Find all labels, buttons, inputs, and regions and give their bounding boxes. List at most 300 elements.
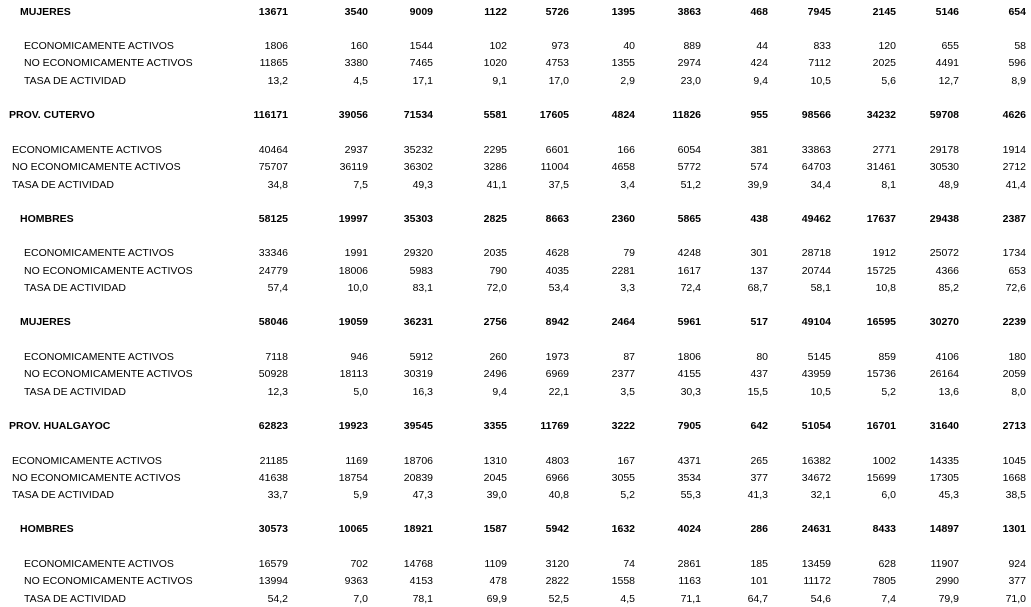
table-cell: 79,9	[938, 593, 959, 605]
table-cell: 15725	[866, 265, 896, 277]
table-cell: 574	[750, 161, 768, 173]
table-cell: 28718	[801, 247, 831, 259]
table-cell: 5,6	[881, 75, 896, 87]
table-cell: 478	[489, 575, 507, 587]
table-cell: 2035	[483, 247, 507, 259]
table-cell: 17,1	[412, 75, 433, 87]
table-cell: 4658	[611, 161, 635, 173]
table-cell: 51,2	[680, 179, 701, 191]
table-cell: 40	[623, 40, 635, 52]
table-cell: 69,9	[486, 593, 507, 605]
table-cell: 1020	[483, 57, 507, 69]
table-cell: 7465	[409, 57, 433, 69]
table-cell: 87	[623, 351, 635, 363]
table-cell: 71,0	[1005, 593, 1026, 605]
row-label: PROV. HUALGAYOC	[9, 420, 111, 432]
table-cell: 16,3	[412, 386, 433, 398]
table-cell: 4153	[409, 575, 433, 587]
table-cell: 10,0	[347, 282, 368, 294]
table-cell: 468	[750, 6, 768, 18]
table-cell: 1002	[872, 455, 896, 467]
table-cell: 40,8	[548, 489, 569, 501]
table-cell: 2059	[1002, 368, 1026, 380]
table-cell: 72,6	[1005, 282, 1026, 294]
table-cell: 4626	[1002, 109, 1026, 121]
table-cell: 3863	[677, 6, 701, 18]
table-cell: 35232	[403, 144, 433, 156]
table-row	[0, 39, 1031, 53]
table-cell: 36302	[403, 161, 433, 173]
row-label: TASA DE ACTIVIDAD	[24, 75, 126, 87]
table-cell: 377	[1008, 575, 1026, 587]
table-cell: 98566	[801, 109, 831, 121]
table-cell: 18706	[403, 455, 433, 467]
table-cell: 2464	[611, 316, 635, 328]
row-label: PROV. CUTERVO	[9, 109, 95, 121]
table-row	[0, 557, 1031, 571]
table-cell: 3120	[545, 558, 569, 570]
table-row	[0, 56, 1031, 70]
table-cell: 24779	[258, 265, 288, 277]
table-cell: 41638	[258, 472, 288, 484]
table-cell: 58125	[258, 213, 288, 225]
table-cell: 39,9	[747, 179, 768, 191]
table-cell: 14768	[403, 558, 433, 570]
table-cell: 596	[1008, 57, 1026, 69]
table-cell: 517	[750, 316, 768, 328]
table-cell: 5145	[807, 351, 831, 363]
table-cell: 5,9	[353, 489, 368, 501]
table-cell: 381	[750, 144, 768, 156]
table-cell: 40464	[258, 144, 288, 156]
table-cell: 58	[1014, 40, 1026, 52]
table-cell: 34232	[866, 109, 896, 121]
table-cell: 22,1	[548, 386, 569, 398]
table-cell: 39,0	[486, 489, 507, 501]
table-cell: 6,0	[881, 489, 896, 501]
table-cell: 4491	[935, 57, 959, 69]
table-cell: 6054	[677, 144, 701, 156]
table-cell: 54,2	[267, 593, 288, 605]
table-cell: 9,1	[492, 75, 507, 87]
table-row	[0, 143, 1031, 157]
table-row	[0, 574, 1031, 588]
table-cell: 889	[683, 40, 701, 52]
table-cell: 5983	[409, 265, 433, 277]
table-cell: 71534	[403, 109, 433, 121]
table-cell: 2822	[545, 575, 569, 587]
table-cell: 5,2	[881, 386, 896, 398]
table-cell: 8,1	[881, 179, 896, 191]
table-cell: 4106	[935, 351, 959, 363]
table-cell: 1301	[1002, 523, 1026, 535]
table-cell: 260	[489, 351, 507, 363]
table-cell: 8433	[872, 523, 896, 535]
table-cell: 286	[750, 523, 768, 535]
table-cell: 265	[750, 455, 768, 467]
table-cell: 5,2	[620, 489, 635, 501]
table-cell: 2281	[611, 265, 635, 277]
table-cell: 17,0	[548, 75, 569, 87]
table-cell: 85,2	[938, 282, 959, 294]
row-label: NO ECONOMICAMENTE ACTIVOS	[24, 368, 193, 380]
table-cell: 4371	[677, 455, 701, 467]
table-cell: 19059	[338, 316, 368, 328]
table-cell: 1617	[677, 265, 701, 277]
table-cell: 3222	[611, 420, 635, 432]
table-cell: 4155	[677, 368, 701, 380]
table-cell: 137	[750, 265, 768, 277]
table-cell: 12,7	[938, 75, 959, 87]
table-cell: 11769	[540, 420, 569, 432]
table-cell: 75707	[258, 161, 288, 173]
table-cell: 1734	[1002, 247, 1026, 259]
table-cell: 17605	[539, 109, 569, 121]
table-cell: 166	[617, 144, 635, 156]
table-cell: 11907	[930, 558, 959, 570]
table-cell: 5961	[677, 316, 701, 328]
table-cell: 301	[750, 247, 768, 259]
table-cell: 62823	[258, 420, 288, 432]
row-label: NO ECONOMICAMENTE ACTIVOS	[24, 265, 193, 277]
table-cell: 16382	[801, 455, 831, 467]
table-cell: 7,0	[353, 593, 368, 605]
table-cell: 4248	[677, 247, 701, 259]
table-row	[0, 350, 1031, 364]
table-row	[0, 488, 1031, 502]
table-cell: 13671	[258, 6, 288, 18]
table-cell: 59708	[929, 109, 959, 121]
table-cell: 11172	[803, 575, 831, 587]
table-cell: 655	[941, 40, 959, 52]
table-cell: 33,7	[267, 489, 288, 501]
table-cell: 5581	[483, 109, 507, 121]
table-row	[0, 264, 1031, 278]
table-cell: 39545	[403, 420, 433, 432]
table-cell: 4,5	[353, 75, 368, 87]
table-cell: 2712	[1002, 161, 1026, 173]
table-cell: 5772	[677, 161, 701, 173]
table-cell: 79	[623, 247, 635, 259]
table-cell: 3,4	[620, 179, 635, 191]
table-cell: 7,4	[881, 593, 896, 605]
table-cell: 33346	[258, 247, 288, 259]
table-cell: 15736	[866, 368, 896, 380]
table-cell: 50928	[258, 368, 288, 380]
table-cell: 19997	[338, 213, 368, 225]
table-cell: 47,3	[412, 489, 433, 501]
table-cell: 1912	[872, 247, 896, 259]
row-label: HOMBRES	[20, 523, 74, 535]
table-cell: 1163	[678, 575, 701, 587]
table-row	[0, 160, 1031, 174]
table-cell: 30,3	[680, 386, 701, 398]
table-cell: 15,5	[747, 386, 768, 398]
table-cell: 72,4	[680, 282, 701, 294]
table-cell: 54,6	[810, 593, 831, 605]
table-cell: 10065	[338, 523, 368, 535]
table-row	[0, 522, 1031, 536]
table-cell: 924	[1008, 558, 1026, 570]
table-cell: 4753	[545, 57, 569, 69]
table-cell: 10,8	[875, 282, 896, 294]
row-label: NO ECONOMICAMENTE ACTIVOS	[12, 161, 181, 173]
table-cell: 102	[489, 40, 507, 52]
table-cell: 7,5	[353, 179, 368, 191]
row-label: TASA DE ACTIVIDAD	[24, 593, 126, 605]
table-cell: 55,3	[680, 489, 701, 501]
table-cell: 13,2	[267, 75, 288, 87]
table-cell: 2990	[935, 575, 959, 587]
table-cell: 25072	[929, 247, 959, 259]
table-cell: 53,4	[548, 282, 569, 294]
table-row	[0, 108, 1031, 122]
table-cell: 2045	[483, 472, 507, 484]
table-cell: 35303	[403, 213, 433, 225]
row-label: NO ECONOMICAMENTE ACTIVOS	[12, 472, 181, 484]
table-cell: 23,0	[680, 75, 701, 87]
row-label: TASA DE ACTIVIDAD	[24, 386, 126, 398]
table-cell: 34672	[801, 472, 831, 484]
table-cell: 1109	[484, 558, 507, 570]
row-label: TASA DE ACTIVIDAD	[24, 282, 126, 294]
table-cell: 653	[1008, 265, 1026, 277]
table-cell: 49,3	[412, 179, 433, 191]
table-cell: 3055	[611, 472, 635, 484]
table-cell: 51054	[801, 420, 831, 432]
table-cell: 946	[350, 351, 368, 363]
table-cell: 973	[551, 40, 569, 52]
table-row	[0, 178, 1031, 192]
table-cell: 1632	[611, 523, 635, 535]
table-cell: 790	[489, 265, 507, 277]
table-cell: 18113	[339, 368, 368, 380]
table-cell: 377	[750, 472, 768, 484]
table-cell: 702	[350, 558, 368, 570]
table-cell: 39056	[338, 109, 368, 121]
table-cell: 1668	[1002, 472, 1026, 484]
table-cell: 2377	[611, 368, 635, 380]
table-cell: 1587	[483, 523, 507, 535]
table-cell: 8663	[545, 213, 569, 225]
table-cell: 1395	[611, 6, 635, 18]
table-cell: 29320	[403, 247, 433, 259]
row-label: NO ECONOMICAMENTE ACTIVOS	[24, 575, 193, 587]
table-cell: 1806	[264, 40, 288, 52]
table-cell: 2360	[611, 213, 635, 225]
table-cell: 2713	[1002, 420, 1026, 432]
table-cell: 34,8	[267, 179, 288, 191]
table-row	[0, 592, 1031, 606]
row-label: TASA DE ACTIVIDAD	[12, 489, 114, 501]
table-cell: 49462	[801, 213, 831, 225]
table-cell: 15699	[866, 472, 896, 484]
row-label: MUJERES	[20, 316, 71, 328]
table-cell: 32,1	[810, 489, 831, 501]
table-cell: 437	[750, 368, 768, 380]
table-cell: 37,5	[548, 179, 569, 191]
table-cell: 71,1	[680, 593, 701, 605]
table-cell: 30573	[258, 523, 288, 535]
table-cell: 10,5	[810, 75, 831, 87]
table-cell: 20744	[801, 265, 831, 277]
table-cell: 17637	[866, 213, 896, 225]
table-cell: 36231	[403, 316, 433, 328]
table-cell: 5,0	[353, 386, 368, 398]
table-cell: 57,4	[267, 282, 288, 294]
table-cell: 5726	[545, 6, 569, 18]
table-cell: 17305	[929, 472, 959, 484]
table-cell: 628	[878, 558, 896, 570]
row-label: HOMBRES	[20, 213, 74, 225]
table-cell: 72,0	[486, 282, 507, 294]
table-cell: 9,4	[753, 75, 768, 87]
table-cell: 14335	[929, 455, 959, 467]
row-label: ECONOMICAMENTE ACTIVOS	[24, 351, 174, 363]
table-cell: 859	[878, 351, 896, 363]
table-row	[0, 5, 1031, 19]
table-cell: 38,5	[1005, 489, 1026, 501]
table-cell: 6601	[545, 144, 569, 156]
table-cell: 64,7	[747, 593, 768, 605]
table-cell: 1558	[611, 575, 635, 587]
table-cell: 3,3	[620, 282, 635, 294]
table-cell: 2756	[483, 316, 507, 328]
table-row	[0, 74, 1031, 88]
table-cell: 1122	[484, 6, 507, 18]
table-cell: 83,1	[412, 282, 433, 294]
table-row	[0, 246, 1031, 260]
table-cell: 11004	[540, 161, 569, 173]
table-cell: 160	[350, 40, 368, 52]
table-cell: 58046	[258, 316, 288, 328]
table-cell: 101	[750, 575, 768, 587]
table-cell: 30270	[929, 316, 959, 328]
table-cell: 642	[750, 420, 768, 432]
table-cell: 8,0	[1011, 386, 1026, 398]
table-cell: 7118	[265, 351, 288, 363]
table-cell: 4035	[545, 265, 569, 277]
table-cell: 2937	[344, 144, 368, 156]
table-cell: 2,9	[620, 75, 635, 87]
table-cell: 1045	[1002, 455, 1026, 467]
table-row	[0, 212, 1031, 226]
table-row	[0, 315, 1031, 329]
table-cell: 120	[878, 40, 896, 52]
table-cell: 41,4	[1005, 179, 1026, 191]
table-cell: 185	[750, 558, 768, 570]
table-cell: 58,1	[810, 282, 831, 294]
table-cell: 3355	[483, 420, 507, 432]
table-cell: 52,5	[548, 593, 569, 605]
table-cell: 41,3	[747, 489, 768, 501]
table-cell: 13,6	[938, 386, 959, 398]
table-cell: 68,7	[747, 282, 768, 294]
table-cell: 9,4	[492, 386, 507, 398]
table-row	[0, 385, 1031, 399]
table-cell: 21185	[259, 455, 288, 467]
table-cell: 5912	[409, 351, 433, 363]
table-cell: 3534	[677, 472, 701, 484]
table-cell: 9363	[344, 575, 368, 587]
table-cell: 7905	[677, 420, 701, 432]
table-cell: 16701	[866, 420, 896, 432]
table-cell: 2825	[483, 213, 507, 225]
table-cell: 30319	[403, 368, 433, 380]
table-cell: 30530	[929, 161, 959, 173]
row-label: TASA DE ACTIVIDAD	[12, 179, 114, 191]
table-cell: 64703	[801, 161, 831, 173]
table-cell: 7805	[872, 575, 896, 587]
table-cell: 45,3	[938, 489, 959, 501]
table-cell: 43959	[801, 368, 831, 380]
table-cell: 41,1	[486, 179, 507, 191]
table-cell: 1806	[677, 351, 701, 363]
table-cell: 12,3	[267, 386, 288, 398]
table-cell: 19923	[338, 420, 368, 432]
table-cell: 4824	[611, 109, 635, 121]
row-label: NO ECONOMICAMENTE ACTIVOS	[24, 57, 193, 69]
table-cell: 1310	[483, 455, 507, 467]
table-cell: 2295	[483, 144, 507, 156]
table-row	[0, 419, 1031, 433]
table-cell: 80	[756, 351, 768, 363]
table-cell: 49104	[801, 316, 831, 328]
table-cell: 7112	[808, 57, 831, 69]
table-cell: 31640	[929, 420, 959, 432]
table-row	[0, 281, 1031, 295]
table-cell: 1991	[344, 247, 368, 259]
table-cell: 2771	[872, 144, 896, 156]
table-cell: 2025	[872, 57, 896, 69]
table-cell: 4,5	[620, 593, 635, 605]
table-cell: 2974	[677, 57, 701, 69]
row-label: ECONOMICAMENTE ACTIVOS	[24, 558, 174, 570]
row-label: ECONOMICAMENTE ACTIVOS	[12, 455, 162, 467]
table-cell: 44	[756, 40, 768, 52]
table-cell: 8,9	[1011, 75, 1026, 87]
table-cell: 36119	[339, 161, 368, 173]
table-cell: 20839	[403, 472, 433, 484]
table-cell: 18754	[338, 472, 368, 484]
table-cell: 24631	[801, 523, 831, 535]
table-cell: 26164	[929, 368, 959, 380]
table-cell: 2496	[483, 368, 507, 380]
table-cell: 1544	[409, 40, 433, 52]
table-cell: 31461	[866, 161, 896, 173]
table-cell: 5146	[935, 6, 959, 18]
table-cell: 18921	[403, 523, 433, 535]
table-cell: 11826	[672, 109, 701, 121]
table-cell: 34,4	[810, 179, 831, 191]
row-label: ECONOMICAMENTE ACTIVOS	[24, 247, 174, 259]
row-label: MUJERES	[20, 6, 71, 18]
table-cell: 424	[750, 57, 768, 69]
table-cell: 3380	[344, 57, 368, 69]
table-cell: 5942	[545, 523, 569, 535]
table-cell: 16579	[258, 558, 288, 570]
table-cell: 2861	[677, 558, 701, 570]
table-cell: 29438	[929, 213, 959, 225]
table-cell: 8942	[545, 316, 569, 328]
table-cell: 833	[813, 40, 831, 52]
table-cell: 1355	[611, 57, 635, 69]
table-cell: 9009	[409, 6, 433, 18]
table-row	[0, 367, 1031, 381]
table-cell: 33863	[801, 144, 831, 156]
table-cell: 14897	[929, 523, 959, 535]
table-cell: 1914	[1002, 144, 1026, 156]
